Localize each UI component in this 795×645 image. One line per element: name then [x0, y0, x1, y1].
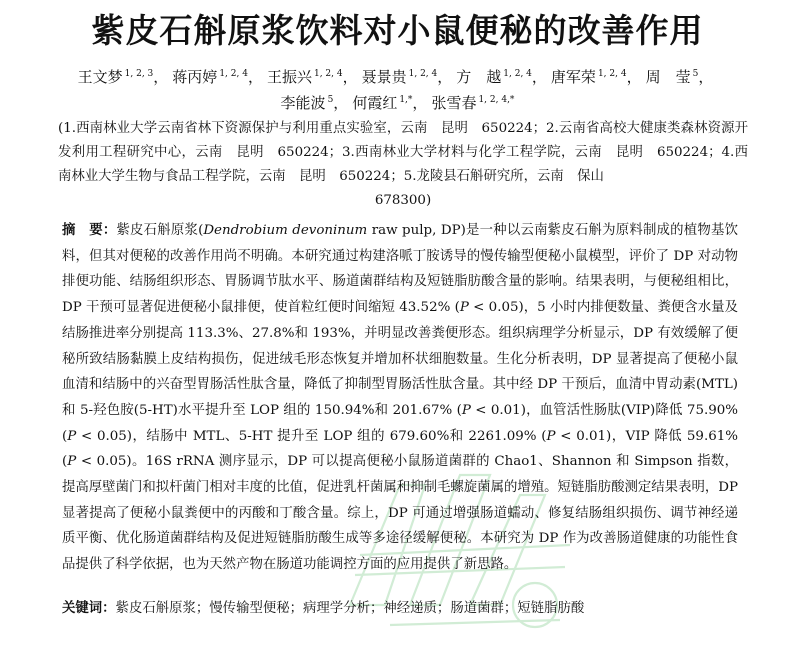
abstract-latin-name: Dendrobium devoninum: [203, 223, 368, 238]
abstract-text-3: < 0.05)，5 小时内排便数量、粪便含水量及结肠推进率分别提高 113.3%、27.8%和 193%，并明显改善粪便形态。组织病理学分析显示，DP 有效缓解了便秘所致结肠黏膜上皮结构损伤，促进绒毛形态恢复并增加杯状细胞数量。生化分析表明，DP 显著提高了便秘小鼠血清和结肠中的兴奋型胃肠活性肽含量，降低了抑制型胃肠活性肽含量。其中经 DP 干预后，血清中胃动素(MTL)和 5-羟色胺(5-HT)水平提升至 LOP 组的 150.94%和 201.67% (: [62, 300, 738, 418]
abstract-label: 摘 要：: [62, 223, 117, 238]
author-separator: ，: [412, 94, 428, 112]
keywords: [62, 597, 738, 621]
author-separator: ，: [153, 68, 169, 86]
author-name: 蒋丙婷: [172, 68, 218, 86]
p-symbol: P: [67, 454, 77, 470]
abstract-text-4: < 0.01)，血管活性肠肽(VIP)降低 75.90% (: [62, 402, 738, 444]
abstract-text-2: raw pulp, DP)是一种以云南紫皮石斛为原料制成的植物基饮料，但其对便秘的改善作用尚不明确。本研究通过构建洛哌丁胺诱导的慢传输型便秘小鼠模型，评价了 DP 对动物排便功能、结肠组织形态、胃肠调节肽水平、肠道菌群结构及短链脂肪酸含量的影响。结果表明，与便秘组相比，DP 干预可显著促进便秘小鼠排便，使首粒红便时间缩短 43.52% (: [62, 223, 738, 316]
author-affiliation-marker: 1, 2, 4: [408, 69, 438, 79]
author-name: 李能波: [280, 94, 326, 112]
abstract-text-6: < 0.01)，VIP 降低 59.61% (: [62, 428, 738, 470]
author-name: 王振兴: [266, 68, 312, 86]
author-name: 聂景贵: [361, 68, 407, 86]
keywords-label: 关键词：: [62, 601, 116, 616]
author-name: 何霞红: [352, 94, 398, 112]
author-name: 周 莹: [645, 68, 691, 86]
author-separator: ，: [531, 68, 547, 86]
abstract: [62, 218, 738, 578]
author-affiliation-marker: 1,*: [399, 95, 413, 105]
p-symbol: P: [461, 402, 471, 418]
author-name: 王文梦: [77, 68, 123, 86]
author-affiliation-marker: 1, 2, 4: [313, 69, 343, 79]
author-separator: ，: [698, 68, 714, 86]
affiliations-last-line: 678300): [374, 193, 432, 208]
author-name: 张雪春: [431, 94, 477, 112]
p-symbol: P: [459, 300, 469, 316]
author-separator: ，: [247, 68, 263, 86]
author-separator: ，: [437, 68, 453, 86]
affiliations: [58, 117, 748, 213]
abstract-text-1: 紫皮石斛原浆(: [116, 223, 204, 238]
author-separator: ，: [626, 68, 642, 86]
author-line-1: [20, 62, 775, 89]
author-affiliation-marker: 1, 2, 3: [124, 69, 154, 79]
author-affiliation-marker: 1, 2, 4: [597, 69, 627, 79]
affiliations-text: (1.西南林业大学云南省林下资源保护与利用重点实验室，云南 昆明 650224；2.云南省高校大健康类森林资源开发利用工程研究中心，云南 昆明 650224；3.西南林业大学材料与化学工程学院，云南 昆明 650224；4.西南林业大学生物与食品工程学院，云南 昆明 650224；5.龙陵县石斛研究所，云南 保山: [58, 121, 748, 184]
author-affiliation-marker: 5: [327, 95, 334, 105]
author-affiliation-marker: 1, 2, 4: [503, 69, 532, 79]
keywords-text: 紫皮石斛原浆；慢传输型便秘；病理学分析；神经递质；肠道菌群；短链脂肪酸: [115, 601, 585, 616]
author-separator: ，: [342, 68, 358, 86]
author-affiliation-marker: 1, 2, 4,*: [478, 95, 515, 105]
author-affiliation-marker: 5: [692, 69, 699, 79]
author-name: 唐军荣: [550, 68, 596, 86]
paper-title: 紫皮石斛原浆饮料对小鼠便秘的改善作用: [91, 11, 704, 50]
author-line-2: [20, 88, 775, 115]
abstract-text-7: < 0.05)。16S rRNA 测序显示，DP 可以提高便秘小鼠肠道菌群的 Chao1、Shannon 和 Simpson 指数，提高厚壁菌门和拟杆菌门相对丰度的比值，促进乳杆菌属和抑制毛螺旋菌属的增殖。短链脂肪酸测定结果表明，DP 显著提高了便秘小鼠粪便中的丙酸和丁酸含量。综上，DP 可通过增强肠道蠕动、修复结肠组织损伤、调节神经递质平衡、优化肠道菌群结构及促进短链脂肪酸生成等多途径缓解便秘。本研究为 DP 作为改善肠道健康的功能性食品提供了科学依据，也为天然产物在肠道功能调控方面的应用提供了新思路。: [62, 454, 738, 573]
author-name: 方 越: [456, 68, 502, 86]
p-symbol: P: [67, 428, 77, 444]
abstract-text-5: < 0.05)，结肠中 MTL、5-HT 提升至 LOP 组的 679.60%和 2261.09% (: [76, 428, 547, 444]
p-symbol: P: [546, 428, 556, 444]
author-separator: ，: [333, 94, 349, 112]
author-affiliation-marker: 1, 2, 4: [219, 69, 248, 79]
